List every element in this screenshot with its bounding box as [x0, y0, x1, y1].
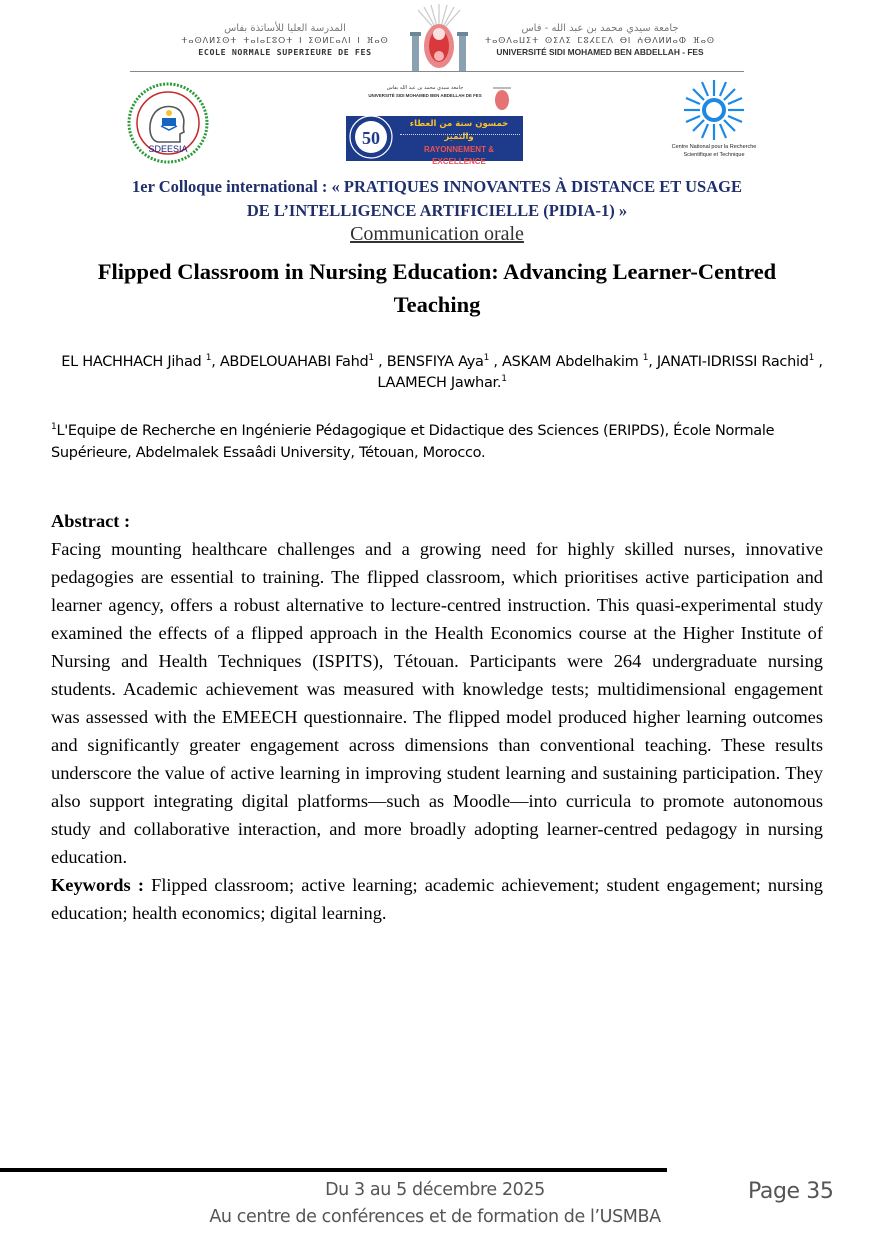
author-affiliation-mark: 1 — [808, 353, 815, 364]
author-name: ASKAM Abdelhakim — [501, 354, 643, 370]
ens-latin-name: ECOLE NORMALE SUPERIEURE DE FES — [198, 47, 372, 57]
sdeesia-logo-text: SDEESIA — [148, 144, 188, 154]
author-affiliation-mark: 1 — [501, 374, 507, 385]
colloque-title-line2: DE L’INTELLIGENCE ARTIFICIELLE (PIDIA-1) » — [246, 201, 628, 220]
author-list — [52, 352, 832, 394]
usmba50-arabic-top: جامعة سيدي محمد بن عبد الله بفاس — [386, 85, 464, 91]
cnrst-logo — [664, 78, 764, 164]
abstract-body: Facing mounting healthcare challenges and a growing need for highly skilled nurses, innovative pedagogies are essential to training. The flipped classroom, which prioritises active participation and learner agency, offers a robust alternative to lecture-centred instruction. This quasi-experimental study examined the effects of a flipped approach in the Health Economics course at the Higher Institute of Nursing and Health Techniques (ISPITS), Tétouan. Participants were 264 undergraduate nursing students. Academic achievement was measured with knowledge tests; multidimensional engagement was assessed with the EMEECH questionnaire. The flipped model produced higher learning outcomes and significantly greater engagement across dimensions than conventional teaching. These results underscore the value of active learning in improving student learning and sustaining participation. They also support integrating digital platforms—such as Moodle—into curricula to promote autonomous study and collaborative interaction, and more broadly adopting learner-centred pedagogy in nursing education. — [51, 539, 823, 867]
author-separator: , — [489, 354, 502, 370]
page-number: Page 35 — [748, 1179, 834, 1204]
cnrst-caption-line2: Scientifique et Technique — [683, 152, 745, 158]
header-divider — [130, 71, 744, 72]
usmba-emblem-icon — [408, 4, 470, 74]
paper-title-line1: Flipped Classroom in Nursing Education: Advancing Learner-Centred — [97, 259, 777, 284]
usmba-latin-name: UNIVERSITÉ SIDI MOHAMED BEN ABDELLAH - FES — [496, 47, 704, 57]
paper-title — [40, 255, 834, 321]
keywords-heading: Keywords : — [51, 875, 144, 895]
author-affiliation-mark: 1 — [205, 353, 212, 364]
affiliation-mark: 1 — [51, 422, 57, 433]
footer-venue: Au centre de conférences et de formation de l’USMBA — [209, 1207, 661, 1227]
author-separator: , — [211, 354, 220, 370]
author-name: EL HACHHACH Jihad — [61, 354, 206, 370]
footer-divider — [0, 1168, 667, 1172]
usmba50-latin-slogan: RAYONNEMENT & EXCELLENCE — [424, 145, 494, 166]
ens-tifinagh-name: ⵜⴰⵙⴷⵍⵉⵙⵜ ⵜⴰⵏⴰⵎⵓⵔⵜ ⵏ ⵉⵙⵍⵎⴰⴷⵏ ⵏ ⴼⴰⵙ — [181, 36, 389, 45]
keywords-paragraph — [51, 871, 823, 927]
author-affiliation-mark: 1 — [368, 353, 374, 364]
keywords-text: Flipped classroom; active learning; academic achievement; student engagement; nursing education; health economics; digital learning. — [51, 875, 823, 923]
author-separator: , — [648, 354, 657, 370]
author-name: LAAMECH Jawhar. — [377, 375, 502, 391]
paper-title-line2: Teaching — [393, 292, 481, 317]
usmba-50-years-logo — [346, 82, 523, 166]
usmba-arabic-name: جامعة سيدي محمد بن عبد الله - فاس — [521, 23, 679, 34]
author-name: ABDELOUAHABI Fahd — [219, 354, 369, 370]
affiliation-text: L'Equipe de Recherche en Ingénierie Pédagogique et Didactique des Sciences (ERIPDS), École Normale Supérieure, Abdelmalek Essaâdi University, Tétouan, Morocco. — [51, 423, 775, 461]
usmba50-tifinagh-slogan-line — [400, 134, 520, 140]
cnrst-caption — [664, 143, 764, 159]
usmba-name-block — [480, 22, 720, 58]
sdeesia-logo-icon — [126, 82, 210, 164]
abstract-heading: Abstract : — [51, 511, 131, 531]
colloque-title — [60, 175, 814, 223]
author-separator: , — [814, 354, 823, 370]
author-affiliation-mark: 1 — [642, 353, 649, 364]
ens-arabic-name: المدرسة العليا للأساتذة بفاس — [224, 23, 346, 34]
cnrst-caption-line1: Centre National pour la Recherche — [671, 144, 757, 150]
usmba-small-emblem-icon — [491, 82, 513, 112]
cnrst-sunburst-icon — [682, 78, 746, 142]
author-name: JANATI-IDRISSI Rachid — [656, 354, 809, 370]
usmba50-arabic-slogan: خمسون سنة من العطاء والتميز — [409, 119, 509, 142]
abstract-section — [51, 507, 823, 927]
fifty-years-number: 50 — [362, 128, 380, 148]
usmba50-latin-top: UNIVERSITÉ SIDI MOHAMED BEN ABDELLAH DE FES — [368, 93, 482, 98]
header-banner — [130, 0, 744, 78]
author-separator: , — [373, 354, 387, 370]
colloque-title-line1: 1er Colloque international : « PRATIQUES INNOVANTES À DISTANCE ET USAGE — [132, 177, 742, 196]
author-affiliation-mark: 1 — [483, 353, 490, 364]
fifty-years-seal-icon — [348, 114, 394, 160]
ens-fes-name-block — [160, 22, 410, 58]
affiliation — [51, 420, 811, 464]
footer-date: Du 3 au 5 décembre 2025 — [325, 1180, 545, 1200]
usmba-tifinagh-name: ⵜⴰⵙⴷⴰⵡⵉⵜ ⵙⵉⴷⵉ ⵎⵓⵃⵎⵎⴷ ⴱⵏ ⵄⴱⴷⵍⵍⴰⵀ ⴼⴰⵙ — [484, 36, 716, 45]
author-name: BENSFIYA Aya — [386, 354, 484, 370]
communication-type: Communication orale — [350, 223, 524, 245]
